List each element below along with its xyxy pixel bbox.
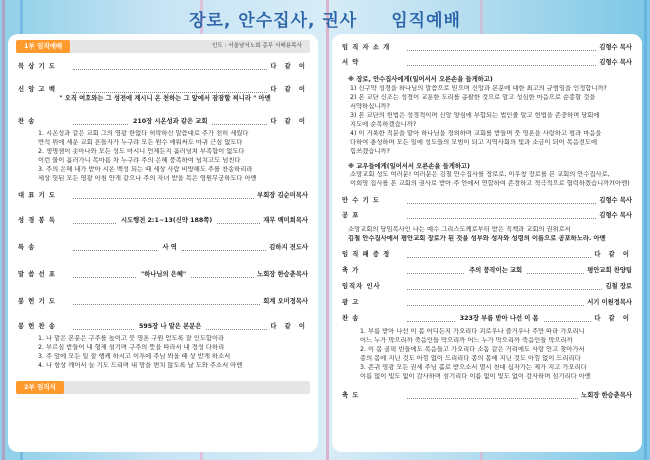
lyric-line: 이름 없이 빛도 없이 감사하며 섬기리다 이름 없이 빛도 없이 감사하며 섬기리다 아멘: [360, 373, 591, 380]
proclamation-text: [348, 226, 632, 243]
lyric-line: 1. 부름 받아 나선 이 몸 어디든지 가오리다 괴로우나 즐거우나 주만 따라 가오리니: [360, 328, 585, 335]
order-row-anbu: [342, 197, 632, 206]
row-label: 신 앙 고 백: [18, 86, 56, 94]
row-title: 595장 나 맡은 본분은: [139, 322, 202, 330]
order-row-sogae: [342, 44, 632, 53]
decor-stripe: [2, 0, 5, 460]
order-row-pae: [342, 251, 632, 260]
hymn-210-lyrics: [38, 130, 310, 184]
row-leader: 다 같 이: [594, 251, 632, 259]
leader-info: 인도 : 서울남서노회 총무 서배용목사: [211, 42, 302, 49]
hymn-323-lyrics: [360, 328, 634, 382]
row-title: 시도행전 2:1~13(신약 188쪽): [121, 216, 213, 224]
proclamation-line: 김철 안수집사에서 평안교회 장로가 된 것을 성부와 성자와 성령의 이름으로 공포하노라. 아멘: [348, 234, 606, 242]
part1-badge: 1부 임직예배: [16, 40, 70, 53]
vow-line: 1) 신구약 성경을 하나님의 말씀으로 믿으며 신앙과 본분에 대한 최고의 규범임을 인정합니까?: [350, 84, 607, 92]
row-label: 대 표 기 도: [18, 191, 56, 199]
row-title: 323장 부름 받아 나선 이 몸: [459, 315, 539, 323]
order-row-gwanggo: [342, 299, 632, 308]
row-leader: 노회장 한승춘목사: [257, 270, 308, 278]
row-leader: 다 같 이: [270, 63, 308, 71]
vow-line: 이희영 집사를 본 교회의 권사로 받아 주 안에서 연합하여 존경하고 적극적으로 협력하겠습니까?(아멘): [350, 180, 630, 187]
row-leader: 회계 오미정목사: [263, 297, 308, 305]
vow-members-text: [350, 171, 632, 189]
row-title: 주의 풍작이는 교회: [469, 267, 523, 275]
vow-line: 3) 본 교단의 헌법은 성경적이며 신앙 양심에 부합되는 법인줄 알고 헌법을 존중하며 당회에: [350, 111, 600, 119]
lyric-line: 2. 이 몸 골픽 빈들에도 복음들고 가오리다 소돔 같은 거리에도 사랑 안고 찾아가서: [360, 346, 585, 353]
creed-quote: " 오직 여호와는 그 성전에 계시니 온 천하는 그 앞에서 잠잠할 찌니라 " 아멘: [59, 95, 271, 102]
row-label: 임 직 자 소 개: [342, 44, 391, 52]
row-leader: 다 같 이: [270, 86, 308, 94]
row-leader: 서기 이원정목사: [587, 299, 632, 307]
row-leader: 부회장 김순미목사: [257, 191, 308, 199]
order-row-chanson: [18, 118, 308, 127]
order-row-teuksong: [18, 244, 308, 253]
row-leader: 김형수 목사: [599, 44, 632, 52]
order-row-daepyo: [18, 192, 308, 201]
lyric-line: 1. 시온성과 같은 교회 그의 영광 한없다 허락하신 말씀대로 주가 친히 세웠다: [38, 129, 249, 137]
row-label: 광 고: [342, 299, 360, 307]
row-title: "하나님의 은혜": [140, 270, 187, 278]
order-row-bonheon-chan: [18, 323, 308, 332]
row-label: 축 가: [342, 267, 360, 275]
order-row-seoyak: [342, 59, 632, 68]
row-leader: 다 같 이: [594, 315, 632, 323]
row-label: 안 수 기 도: [342, 197, 380, 205]
order-row-chuk: [342, 267, 632, 276]
decor-stripe: [644, 0, 647, 460]
vow-line: 소망교회 성도 여러분! 여러분은 김철 안수집사를 장로로, 이우창 장로를 본 교회의 안수집사로,: [350, 171, 610, 178]
row-label: 봉 헌 찬 송: [18, 322, 56, 330]
order-row-bonmun: [18, 217, 308, 226]
order-row-chukdo: [342, 392, 632, 401]
order-row-mukdo: [18, 63, 308, 72]
vow-line: 지도에 순복하겠습니까?: [350, 120, 417, 128]
page-title: [0, 6, 650, 31]
row-leader: 다 같 이: [270, 322, 309, 330]
lyric-line: 2. 부르심 받들어 내 형제 섬기며 구주의 뜻을 따라서 내 정성 다하리: [38, 343, 225, 351]
row-label: 임 직 패 증 정: [342, 251, 391, 259]
row-leader: 다 같 이: [270, 117, 309, 125]
vow-line: 4) 이 거룩한 직분을 맡아 하나님을 경외하며 교회를 받들며 뭇 영혼을 사랑하고 평과 마음을: [350, 129, 602, 137]
vow-line: 서약하십니까?: [350, 102, 390, 110]
vow-elders-title: ※ 장로, 안수집사에게(일어서서 오른손을 들게하고): [348, 76, 493, 83]
lyric-line: 종의 몸에 지닌 것도 아낌 없이 드리리다 종의 몸에 지닌 것도 아낌 없이 드리리다: [360, 355, 581, 362]
row-label: 서 약: [342, 59, 360, 67]
vow-line: 2) 본 교단 신조는 성경이 교훈한 도리를 총괄한 것으로 알고 성심한 마음으로 순종할 것을: [350, 93, 596, 101]
row-leader: 김철 장로: [605, 283, 632, 291]
row-label: 찬 송: [18, 117, 36, 125]
part2-badge: 2부 임직식: [16, 381, 64, 394]
decor-stripe: [326, 0, 329, 460]
order-row-gongpo: [342, 212, 632, 221]
row-title: 210장 시온성과 같은 교회: [132, 117, 208, 125]
row-leader: 김형수 목사: [599, 197, 632, 205]
order-row-malsseum: [18, 271, 308, 280]
lyric-line: 이런 물이 흘러가니 목마름 차 누구랴 주의 은혜 풍족하여 넘치고도 넘친다: [38, 156, 241, 164]
lyric-line: 1. 나 맡은 본분은 구주를 높이고 뭇 영혼 구원 얻도록 잘 인도함이라: [38, 334, 225, 342]
lyric-line: 3. 주의 은혜 내가 받아 시온 백성 되는 때 세상 사람 비방해도 주를 찬송하리라: [38, 165, 253, 173]
part1-header: [16, 40, 310, 53]
left-panel: [8, 34, 318, 452]
hymn-595-lyrics: [38, 335, 310, 371]
lyric-line: 4. 나 항상 깨어서 늘 기도 드리며 내 맘을 변치 않도록 날 도와 주소서 아멘: [38, 361, 243, 369]
proclamation-line: 소망교회의 당임목사인 나는 예수 그리스도께로부터 받은 직책과 교회의 권위로서: [348, 226, 571, 233]
row-label: 축 도: [342, 392, 360, 400]
row-label: 임직자 인사: [342, 283, 381, 291]
lyric-line: 3. 주 앞에 모든 일 잘 행케 하시고 이후에 주님 뵈올 때 상 받게 하소서: [38, 352, 231, 360]
vow-members-title: ※ 교우들에게(일어서서 오른손을 들게하고): [348, 162, 470, 170]
vow-elders-list: [350, 85, 632, 157]
row-label: 찬 송: [342, 315, 360, 323]
row-label: 특 송: [18, 243, 36, 251]
row-label: 봉 헌 기 도: [18, 297, 56, 305]
row-leader: 김하지 전도사: [269, 243, 308, 251]
lyric-line: 반석 위에 세운 교회 흔들자가 누구랴 모든 원수 에워싸도 마귀 근심 없도다: [38, 138, 243, 146]
title-part2: 임직예배: [391, 11, 461, 31]
right-panel: [332, 34, 642, 452]
row-leader: 재무 백미희목사: [263, 216, 308, 224]
lyric-line: 3. 존귀 영광 모든 권세 주님 홀로 받으소서 멸시 천대 십자가는 제가 지고 가오리다: [360, 364, 587, 371]
order-row-insa: [342, 283, 632, 292]
lyric-line: 2. 생명샘이 솟아나와 모든 성도 마시니 언제든지 흘러넘쳐 부족함이 없도다: [38, 147, 245, 155]
vow-line: 힘쓰겠습니까?: [350, 147, 390, 155]
row-label: 묵 상 기 도: [18, 63, 56, 71]
vow-line: 다하여 충성하며 모든 일에 성도들의 모범이 되고 지역사회의 빛과 소금이 되어 복음전도에: [350, 138, 598, 146]
row-label: 공 포: [342, 212, 360, 220]
part2-header: [16, 381, 310, 394]
order-row-bonheon: [18, 298, 308, 307]
row-leader: 김형수 목사: [599, 59, 632, 67]
row-label: 성 경 봉 독: [18, 216, 56, 224]
row-label: 말 씀 선 포: [18, 270, 56, 278]
order-row-singo: [18, 86, 308, 95]
lyric-line: 어느 누가 막으리까 죽음인들 막으리까 어느 누가 막으리까 죽음인들 막으리까: [360, 337, 573, 344]
order-row-chan2: [342, 315, 632, 324]
row-leader: 김형수 목사: [599, 212, 632, 220]
row-title: 사 역: [162, 243, 177, 251]
title-part1: 장로, 안수집사, 권사: [189, 11, 358, 31]
lyric-line: 세상 헛된 모든 영광 아침 안개 같으나 주의 자녀 받을 복은 영원무궁하도다 아멘: [38, 174, 257, 182]
row-leader: 노회장 한승춘목사: [581, 392, 632, 400]
row-leader: 평안교회 찬양팀: [587, 267, 633, 275]
